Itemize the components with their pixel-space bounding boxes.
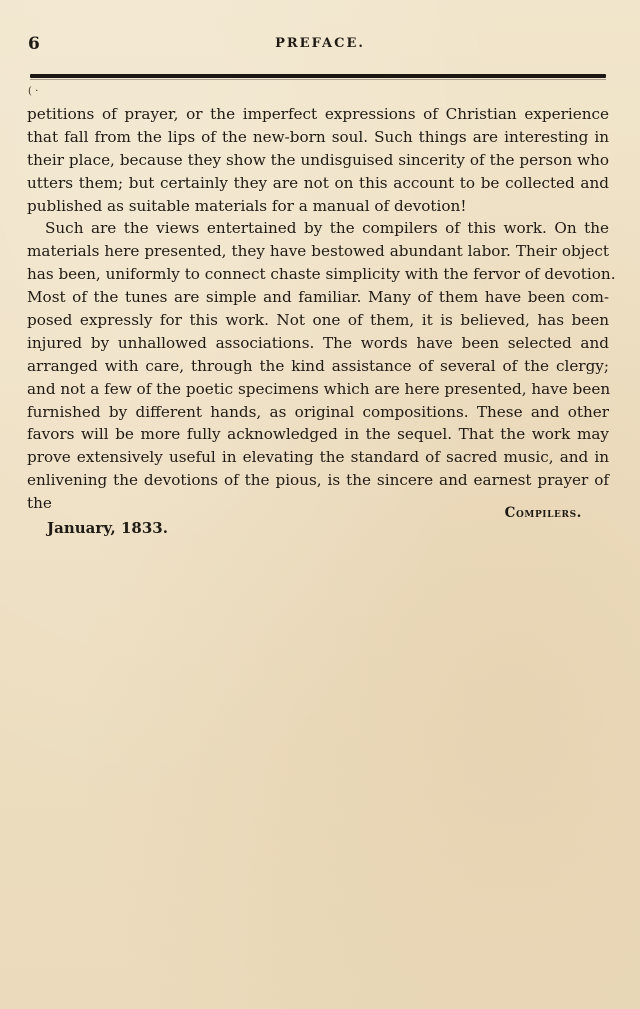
text-line: their place, because they show the undisguised sincerity of the person who bbox=[27, 150, 609, 169]
stray-ink-mark: ( · bbox=[28, 86, 39, 97]
running-title: PREFACE. bbox=[275, 36, 365, 51]
text-line: Such are the views entertained by the compilers of this work. On the bbox=[45, 219, 609, 238]
preface-body bbox=[27, 103, 616, 515]
text-line: favors will be more fully acknowledged in the sequel. That the work may bbox=[27, 425, 609, 444]
text-line: has been, uniformly to connect chaste simplicity with the fervor of devotion. bbox=[27, 265, 616, 284]
text-line: the bbox=[27, 494, 52, 513]
text-line: materials here presented, they have bestowed abundant labor. Their object bbox=[27, 242, 609, 261]
text-line: utters them; but certainly they are not on this account to be collected and bbox=[27, 173, 609, 192]
text-line: and not a few of the poetic specimens which are here presented, have been bbox=[27, 379, 611, 398]
header-rule bbox=[30, 74, 606, 78]
text-line: injured by unhallowed associations. The words have been selected and bbox=[27, 333, 609, 352]
date-line: January, 1833. bbox=[47, 519, 168, 537]
header-rule-shadow bbox=[30, 79, 606, 80]
text-line: posed expressly for this work. Not one of them, it is believed, has been bbox=[27, 311, 609, 330]
text-line: Most of the tunes are simple and familiar. Many of them have been com- bbox=[27, 288, 609, 307]
signature: Compilers. bbox=[504, 505, 582, 521]
paragraph-2 bbox=[27, 217, 616, 515]
text-line: petitions of prayer, or the imperfect expressions of Christian experience bbox=[27, 105, 609, 123]
text-line: enlivening the devotions of the pious, is the sincere and earnest prayer of bbox=[27, 471, 609, 490]
text-line: arranged with care, through the kind assistance of several of the clergy; bbox=[27, 356, 609, 375]
text-line: published as suitable materials for a manual of devotion! bbox=[27, 196, 467, 215]
paragraph-1 bbox=[27, 103, 609, 217]
page-number: 6 bbox=[28, 34, 41, 54]
text-line: that fall from the lips of the new-born soul. Such things are interesting in bbox=[27, 127, 609, 146]
text-line: furnished by different hands, as original compositions. These and other bbox=[27, 402, 609, 421]
text-line: prove extensively useful in elevating the standard of sacred music, and in bbox=[27, 448, 609, 467]
